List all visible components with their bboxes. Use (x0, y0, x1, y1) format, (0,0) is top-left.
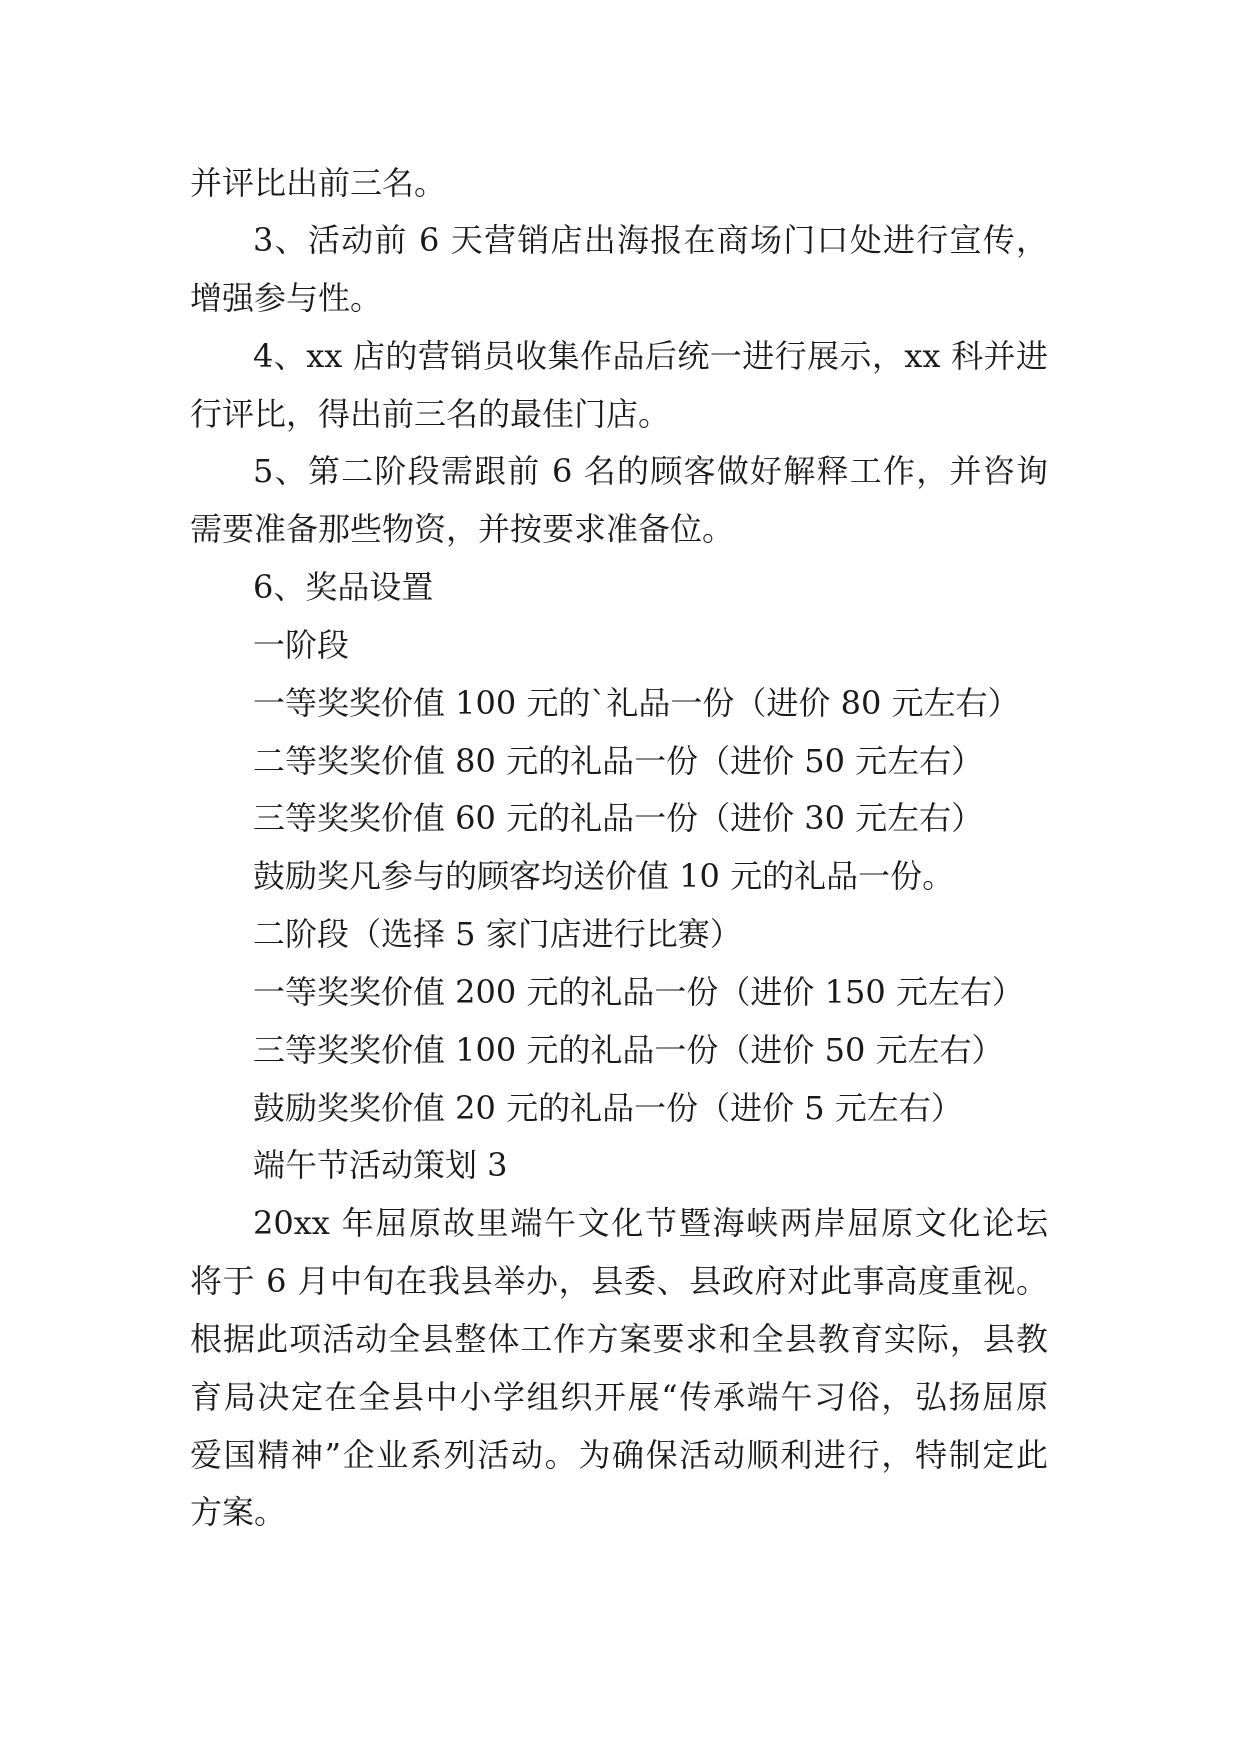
text-line: 爱国精神”企业系列活动。为确保活动顺利进行，特制定此 (190, 1436, 1048, 1474)
text-line: 一阶段 (253, 626, 350, 664)
text-line: 根据此项活动全县整体工作方案要求和全县教育实际，县教 (190, 1320, 1048, 1358)
text-line: 并评比出前三名。 (190, 164, 447, 202)
text-line: 三等奖奖价值 60 元的礼品一份（进价 30 元左右） (253, 799, 984, 837)
text-line: 鼓励奖凡参与的顾客均送价值 10 元的礼品一份。 (253, 857, 955, 895)
text-line: 三等奖奖价值 100 元的礼品一份（进价 50 元左右） (253, 1031, 1004, 1069)
section-heading: 端午节活动策划 3 (253, 1146, 508, 1184)
text-line: 二等奖奖价值 80 元的礼品一份（进价 50 元左右） (253, 742, 984, 780)
text-line: 4、xx 店的营销员收集作品后统一进行展示，xx 科并进 (253, 337, 1048, 375)
text-line: 一等奖奖价值 200 元的礼品一份（进价 150 元左右） (253, 973, 1024, 1011)
text-line: 20xx 年屈原故里端午文化节暨海峡两岸屈原文化论坛 (253, 1204, 1048, 1242)
text-line: 5、第二阶段需跟前 6 名的顾客做好解释工作，并咨询 (253, 452, 1048, 490)
text-line: 行评比，得出前三名的最佳门店。 (190, 395, 671, 433)
text-line: 鼓励奖奖价值 20 元的礼品一份（进价 5 元左右） (253, 1089, 963, 1127)
text-line: 需要准备那些物资，并按要求准备位。 (190, 510, 735, 548)
text-line: 方案。 (190, 1493, 287, 1531)
text-line: 增强参与性。 (190, 279, 383, 317)
text-line: 6、奖品设置 (253, 568, 434, 606)
text-line: 一等奖奖价值 100 元的`礼品一份（进价 80 元左右） (253, 684, 1020, 722)
text-line: 将于 6 月中旬在我县举办，县委、县政府对此事高度重视。 (190, 1262, 1048, 1300)
text-line: 二阶段（选择 5 家门店进行比赛） (253, 915, 742, 953)
text-line: 育局决定在全县中小学组织开展“传承端午习俗，弘扬屈原 (190, 1378, 1048, 1416)
text-line: 3、活动前 6 天营销店出海报在商场门口处进行宣传， (253, 221, 1048, 259)
